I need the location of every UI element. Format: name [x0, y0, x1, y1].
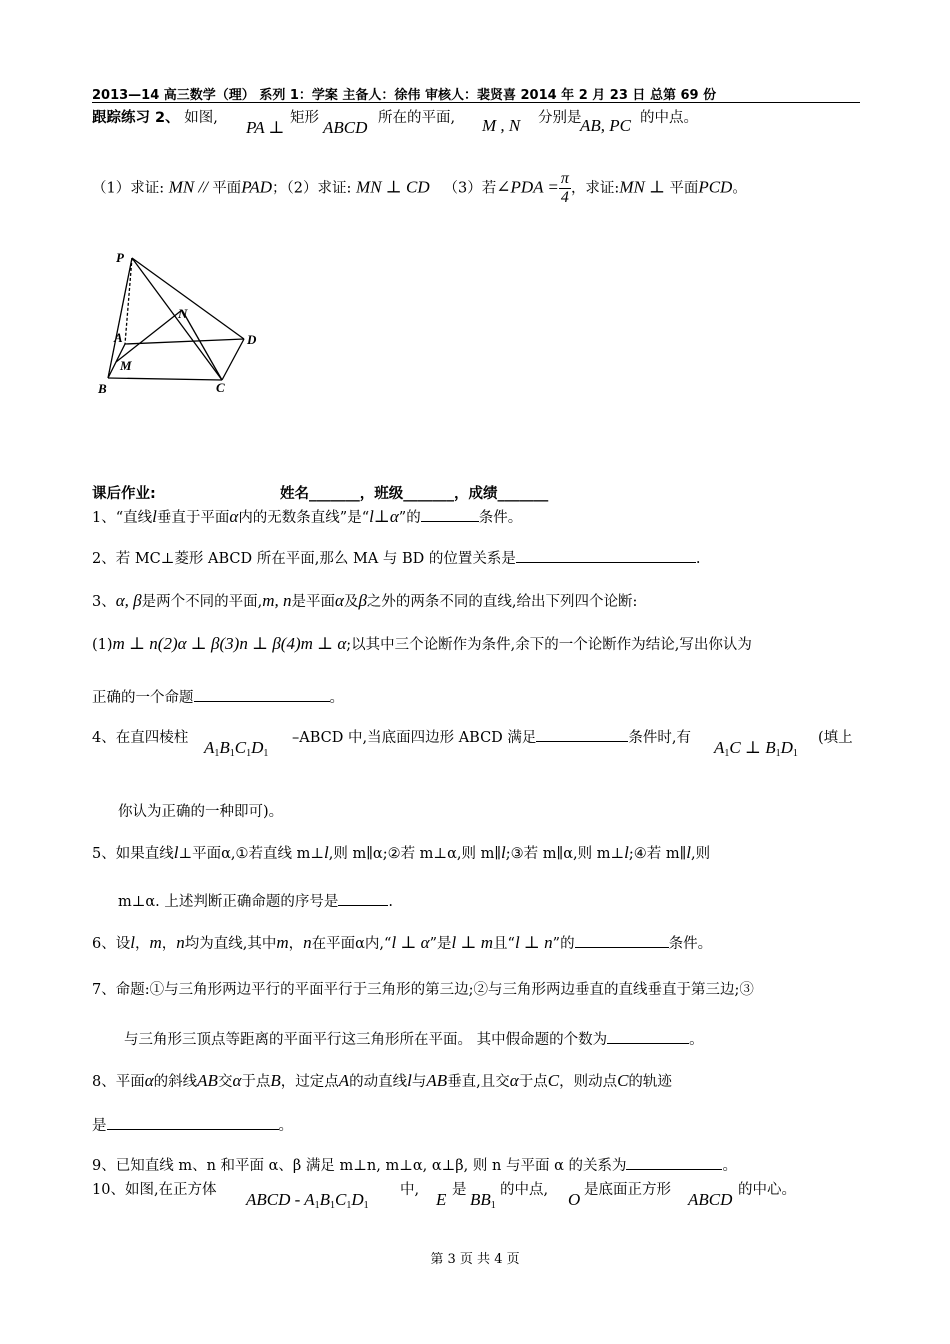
exercise-plane: 所在的平面,: [378, 110, 456, 126]
item-5: [92, 842, 710, 863]
pyramid-figure: [92, 246, 282, 406]
q1-math: MN //: [168, 177, 213, 197]
i9-a: 9、已知直线 m、n 和平面 α、β 满足 m⊥n, m⊥α, α⊥β, 则 n 与平面 α 的关系为: [92, 1158, 627, 1174]
i10-bb1: $BB_1$: [470, 1190, 496, 1211]
i10-abcd: ABCD: [688, 1190, 733, 1209]
i8-end: 。: [278, 1118, 293, 1134]
i1-f: ”的: [398, 510, 421, 526]
i3-end: 。: [329, 690, 344, 706]
q2-math: MN ⊥ CD: [356, 177, 430, 197]
item-4-b: [292, 726, 691, 747]
item-10-f: 的中心。: [738, 1182, 796, 1198]
i6-d: 在平面α内,“: [311, 936, 392, 952]
i5-a: 5、如果直线: [92, 846, 174, 862]
i9-end: 。: [722, 1158, 737, 1174]
i8-e: ，过定点: [280, 1074, 339, 1090]
i7-b: 与三角形三顶点等距离的平面平行这三角形所在平面。 其中假命题的个数为: [124, 1032, 608, 1048]
i8-g: 与: [411, 1074, 427, 1090]
i5-l3: l: [501, 843, 506, 862]
i3-h: 正确的一个命题: [92, 690, 194, 706]
item-3-line-2: [92, 633, 752, 654]
i5-f: ,则: [691, 846, 711, 862]
label-D: D: [247, 332, 257, 347]
i3-m1: α, β: [115, 591, 142, 610]
i8-d: 于点: [241, 1074, 271, 1090]
i6-e: ”是: [429, 936, 452, 952]
q3-end: 。: [732, 180, 747, 197]
item-7-a: 7、命题:①与三角形两边平行的平面平行于三角形的第三边;②与三角形两边垂直的直线垂直于第三边;③: [92, 982, 754, 998]
frac-den: 4: [560, 189, 569, 206]
i5-b: ⊥平面α,①若直线 m⊥: [178, 846, 324, 862]
item-10-d: 的中点,: [500, 1182, 549, 1198]
i1-a: 1、“直线: [92, 510, 153, 526]
i1-e: l⊥α: [369, 507, 399, 526]
i6-h: 条件。: [668, 936, 713, 952]
i5-d: ;③若 m∥α,则 m⊥: [505, 846, 625, 862]
i8-j: ，则动点: [559, 1074, 618, 1090]
q3-plane: 平面: [669, 180, 699, 197]
i5-l1: l: [173, 843, 179, 862]
label-N: N: [178, 306, 188, 321]
homework-title: 课后作业:: [92, 486, 156, 502]
i7-end: 。: [689, 1032, 704, 1048]
i1-l: l: [152, 507, 157, 526]
item-4-a: 4、在直四棱柱: [92, 730, 189, 746]
i6-blank[interactable]: [575, 933, 669, 948]
i8-i: 于点: [518, 1074, 548, 1090]
i5-blank[interactable]: [338, 891, 388, 906]
i3-m5: m ⊥ n(2)α ⊥ β(3)n ⊥ β(4)m ⊥ α: [112, 634, 347, 653]
i3-d: 及: [343, 594, 359, 610]
i2-end: .: [695, 551, 701, 567]
q3-prove: ，求证:: [570, 180, 620, 197]
i8-k: 的轨迹: [628, 1074, 672, 1090]
i8-h: 垂直,且交: [447, 1074, 510, 1090]
i10-cube: ABCD - $A_1B_1C_1D_1$: [246, 1190, 369, 1211]
i4-perp: $A_1C$ ⊥ $B_1D_1$: [714, 738, 798, 759]
i4-c: 条件时,有: [628, 730, 692, 746]
q3-pcd: PCD: [698, 177, 733, 197]
i7-blank[interactable]: [607, 1029, 689, 1044]
i3-g: ;以其中三个论断作为条件,余下的一个论断作为结论,写出你认为: [346, 637, 752, 653]
i6-b2: ，: [161, 936, 177, 952]
i6-b: ，: [134, 936, 150, 952]
q1-plane: 平面: [212, 180, 242, 197]
i2-blank[interactable]: [516, 548, 696, 563]
i8-l: 是: [92, 1118, 107, 1134]
i3-m3: α: [335, 591, 344, 610]
i3-b: 是两个不同的平面,: [141, 594, 263, 610]
math-abpc: AB, PC: [580, 116, 631, 135]
i5-e: ;④若 m∥: [628, 846, 687, 862]
item-10-a: 10、如图,在正方体: [92, 1182, 217, 1198]
label-A: A: [114, 330, 123, 345]
page-footer: 第 3 页 共 4 页: [430, 1252, 520, 1267]
item-3: [92, 590, 637, 611]
exercise-line-1: [92, 106, 218, 127]
item-4-e: 你认为正确的一种即可)。: [118, 804, 284, 820]
frac-num: π: [560, 170, 569, 187]
item-8-line-2: [92, 1114, 293, 1135]
i8-blank[interactable]: [107, 1115, 279, 1130]
i3-c: 是平面: [291, 594, 336, 610]
i6-a: 6、设: [92, 936, 131, 952]
q3-math: MN ⊥: [619, 177, 670, 197]
exercise-title: 跟踪练习 2、: [92, 110, 180, 126]
i5-l2: l: [324, 843, 329, 862]
i6-g: ”的: [552, 936, 575, 952]
exercise-mid: 的中点。: [640, 110, 698, 126]
label-C: C: [216, 380, 225, 395]
i1-g: 条件。: [478, 510, 523, 526]
i3-a: 3、: [92, 594, 116, 610]
i3-m4: β: [358, 591, 367, 610]
item-1: [92, 506, 522, 527]
item-5-line-2: [118, 890, 393, 911]
i1-d: 内的无数条直线”是“: [238, 510, 370, 526]
label-P: P: [116, 250, 124, 265]
i5-c: ,则 m∥α;②若 m⊥α,则 m∥: [328, 846, 502, 862]
q2-label: ；（2）求证:: [272, 180, 352, 197]
i6-c: 均为直线,其中: [184, 936, 277, 952]
label-B: B: [98, 381, 107, 396]
q3-angle: ∠PDA =: [496, 177, 559, 197]
item-2: [92, 547, 701, 568]
i8-f: 的动直线: [349, 1074, 408, 1090]
exercise-text-1: 如图,: [184, 110, 218, 126]
math-pa: PA ⊥: [246, 118, 285, 137]
i4-prism: $A_1B_1C_1D_1$: [204, 738, 269, 759]
i3-f: (1): [92, 637, 113, 653]
i8-b: 的斜线: [153, 1074, 198, 1090]
i5-l5: l: [686, 843, 692, 862]
q3-label: （3）若: [443, 180, 497, 197]
i3-m2: m, n: [262, 591, 292, 610]
i4-b: –ABCD 中,当底面四边形 ABCD 满足: [292, 730, 537, 746]
exercise-questions: [92, 170, 747, 207]
item-7-b: [124, 1028, 704, 1049]
i5-end: .: [388, 894, 394, 910]
exercise-rect: 矩形: [290, 110, 319, 126]
item-9: [92, 1154, 737, 1175]
i6-f: 且“: [493, 936, 515, 952]
item-10-c: 是: [452, 1182, 467, 1198]
i5-g: m⊥α. 上述判断正确命题的序号是: [118, 894, 339, 910]
item-8: 8、平面α的斜线AB交α于点B，过定点A的动直线l与AB垂直,且交α于点C，则动点C的轨迹: [92, 1071, 672, 1090]
q1-label: （1）求证:: [92, 180, 165, 197]
item-4-d: (填上: [818, 730, 853, 746]
item-10-e: 是底面正方形: [584, 1182, 671, 1198]
i5-l4: l: [624, 843, 629, 862]
i8-c: 交: [217, 1074, 233, 1090]
i1-c: α: [229, 507, 239, 526]
math-mn: M , N: [482, 116, 521, 135]
i1-blank[interactable]: [421, 507, 479, 522]
label-M: M: [120, 358, 132, 373]
homework-name: 姓名_______，班级_______，成绩_______: [280, 486, 549, 502]
i1-b: 垂直于平面: [156, 510, 230, 526]
i8-a: 8、平面: [92, 1074, 145, 1090]
q1-pad: PAD: [241, 177, 273, 197]
item-6: 6、设l，m，n均为直线,其中m，n在平面α内,“l ⊥ α”是l ⊥ m且“l ⊥ n”的 条件。: [92, 933, 713, 952]
i4-blank[interactable]: [536, 727, 628, 742]
page-header: 2013—14 高三数学（理） 系列 1：学案 主备人：徐伟 审核人：裴贤喜 2014 年 2 月 23 日 总第 69 份: [92, 84, 860, 103]
item-3-line-3: [92, 686, 344, 707]
i3-blank[interactable]: [194, 687, 330, 702]
pi-over-four: [559, 170, 571, 207]
i6-b3: ，: [288, 936, 304, 952]
i3-e: 之外的两条不同的直线,给出下列四个论断:: [366, 594, 638, 610]
i9-blank[interactable]: [626, 1155, 722, 1170]
i10-e: E: [436, 1190, 447, 1209]
math-abcd: ABCD: [323, 118, 368, 137]
item-10-b: 中,: [400, 1182, 420, 1198]
i10-o: O: [568, 1190, 581, 1209]
i2-text: 2、若 MC⊥菱形 ABCD 所在平面,那么 MA 与 BD 的位置关系是: [92, 551, 516, 567]
exercise-are: 分别是: [538, 110, 582, 126]
